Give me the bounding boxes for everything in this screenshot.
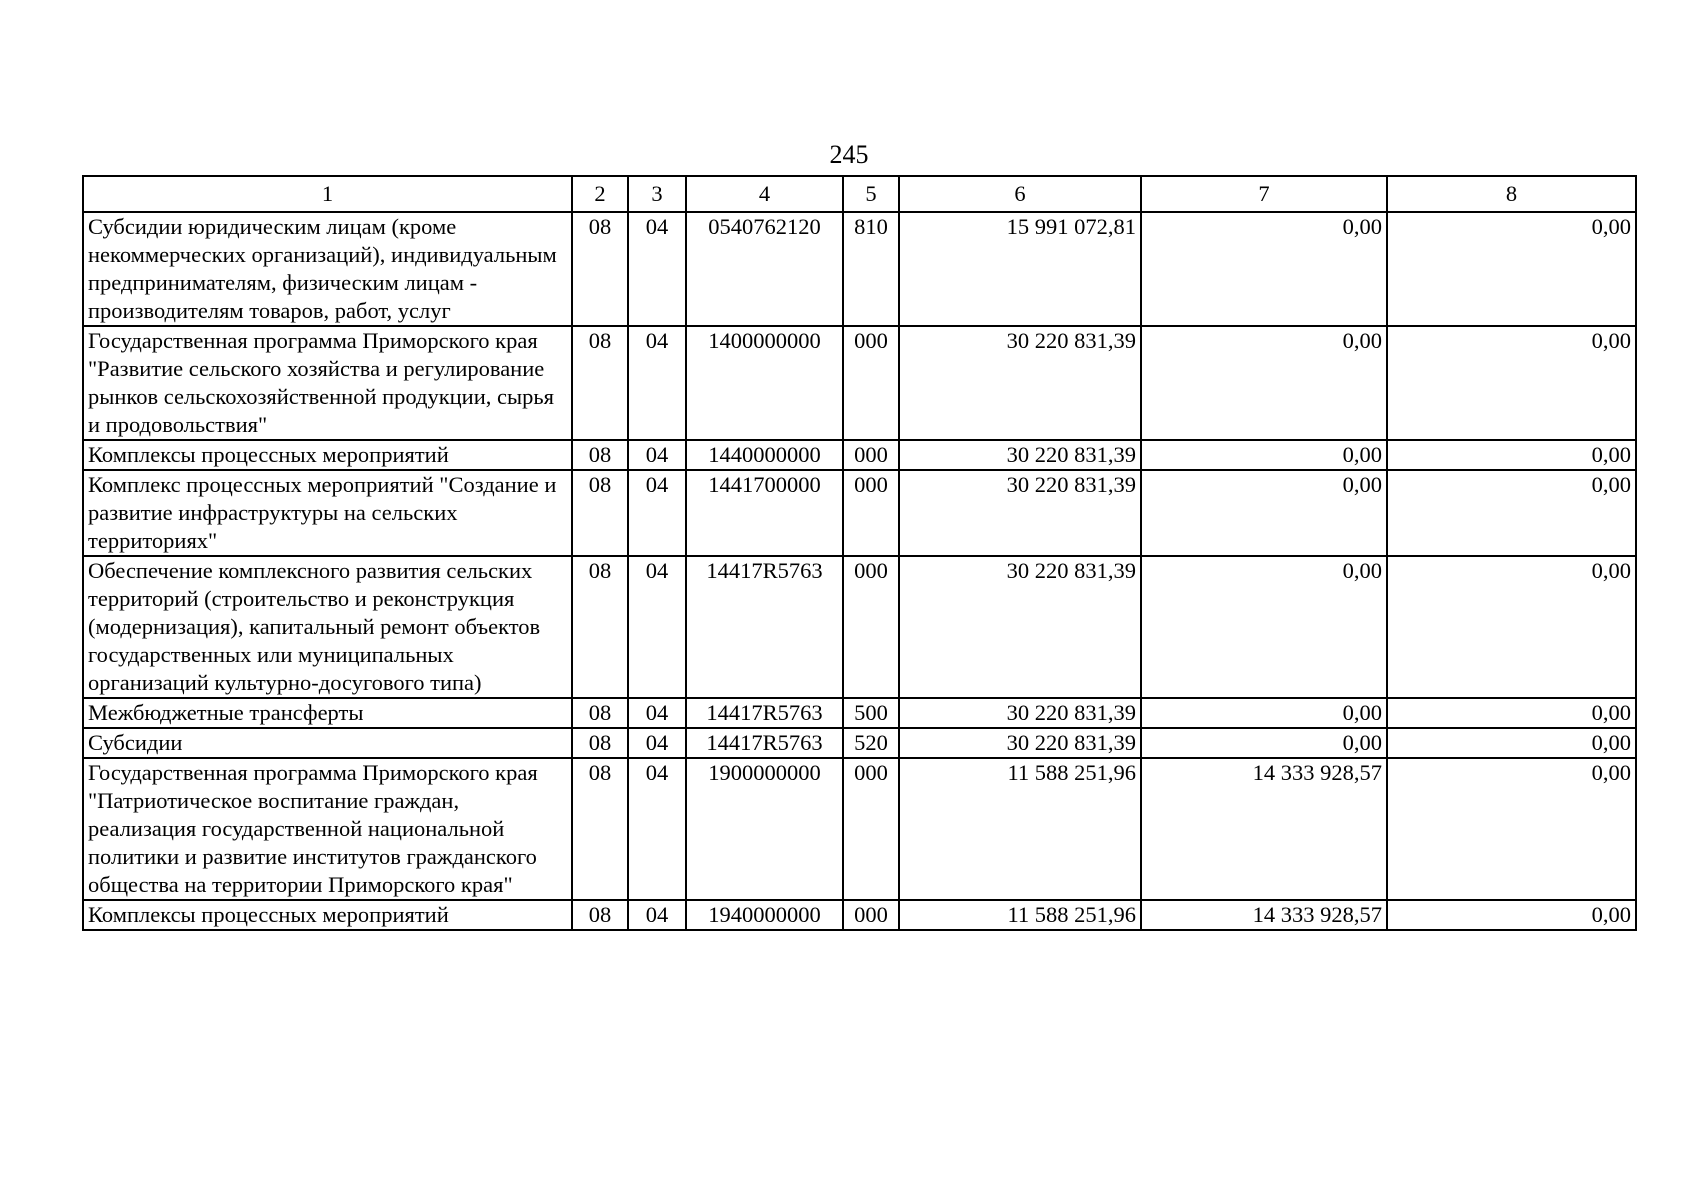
row-target-code: 14417R5763	[686, 698, 843, 728]
row-name: Субсидии	[83, 728, 572, 758]
row-expense-type: 000	[843, 556, 899, 698]
row-amount-6: 30 220 831,39	[899, 728, 1141, 758]
table-row	[83, 326, 1636, 440]
column-header-2: 2	[572, 176, 628, 212]
row-target-code: 1940000000	[686, 900, 843, 930]
row-amount-7: 0,00	[1141, 212, 1387, 326]
row-section: 08	[572, 212, 628, 326]
row-expense-type: 000	[843, 470, 899, 556]
row-amount-8: 0,00	[1387, 470, 1636, 556]
row-subsection: 04	[628, 758, 686, 900]
row-amount-8: 0,00	[1387, 900, 1636, 930]
row-amount-7: 14 333 928,57	[1141, 758, 1387, 900]
table-row	[83, 440, 1636, 470]
row-section: 08	[572, 326, 628, 440]
row-amount-8: 0,00	[1387, 556, 1636, 698]
row-amount-6: 30 220 831,39	[899, 698, 1141, 728]
row-expense-type: 500	[843, 698, 899, 728]
row-amount-7: 0,00	[1141, 326, 1387, 440]
column-header-1: 1	[83, 176, 572, 212]
row-target-code: 1900000000	[686, 758, 843, 900]
row-name: Комплексы процессных мероприятий	[83, 440, 572, 470]
row-section: 08	[572, 440, 628, 470]
row-amount-7: 0,00	[1141, 470, 1387, 556]
table-row	[83, 728, 1636, 758]
row-expense-type: 000	[843, 440, 899, 470]
table-row	[83, 470, 1636, 556]
row-amount-7: 14 333 928,57	[1141, 900, 1387, 930]
row-target-code: 14417R5763	[686, 556, 843, 698]
row-target-code: 0540762120	[686, 212, 843, 326]
row-amount-6: 30 220 831,39	[899, 440, 1141, 470]
column-header-4: 4	[686, 176, 843, 212]
column-header-3: 3	[628, 176, 686, 212]
table-row	[83, 212, 1636, 326]
row-name: Межбюджетные трансферты	[83, 698, 572, 728]
row-amount-8: 0,00	[1387, 212, 1636, 326]
row-amount-6: 30 220 831,39	[899, 470, 1141, 556]
table-row	[83, 900, 1636, 930]
row-subsection: 04	[628, 326, 686, 440]
row-target-code: 1441700000	[686, 470, 843, 556]
row-amount-6: 11 588 251,96	[899, 758, 1141, 900]
column-header-8: 8	[1387, 176, 1636, 212]
row-amount-6: 15 991 072,81	[899, 212, 1141, 326]
page-number: 245	[829, 140, 869, 169]
row-name: Обеспечение комплексного развития сельских территорий (строительство и реконструкция (модернизация), капитальный ремонт объектов государственных или муниципальных организаций культурно-досугового типа)	[83, 556, 572, 698]
row-name: Государственная программа Приморского края "Развитие сельского хозяйства и регулирование рынков сельскохозяйственной продукции, сырья и продовольствия"	[83, 326, 572, 440]
row-amount-8: 0,00	[1387, 440, 1636, 470]
row-subsection: 04	[628, 698, 686, 728]
column-header-5: 5	[843, 176, 899, 212]
row-expense-type: 810	[843, 212, 899, 326]
row-amount-8: 0,00	[1387, 698, 1636, 728]
row-target-code: 14417R5763	[686, 728, 843, 758]
row-amount-8: 0,00	[1387, 326, 1636, 440]
row-amount-8: 0,00	[1387, 728, 1636, 758]
row-name: Субсидии юридическим лицам (кроме некоммерческих организаций), индивидуальным предпринимателям, физическим лицам - производителям товаров, работ, услуг	[83, 212, 572, 326]
row-section: 08	[572, 470, 628, 556]
row-subsection: 04	[628, 900, 686, 930]
row-section: 08	[572, 698, 628, 728]
row-subsection: 04	[628, 728, 686, 758]
row-amount-7: 0,00	[1141, 556, 1387, 698]
row-name: Комплексы процессных мероприятий	[83, 900, 572, 930]
row-section: 08	[572, 556, 628, 698]
row-expense-type: 000	[843, 900, 899, 930]
header-row	[83, 176, 1636, 212]
column-header-6: 6	[899, 176, 1141, 212]
row-name: Государственная программа Приморского края "Патриотическое воспитание граждан, реализация государственной национальной политики и развитие институтов гражданского общества на территории Приморского края"	[83, 758, 572, 900]
row-target-code: 1400000000	[686, 326, 843, 440]
row-expense-type: 520	[843, 728, 899, 758]
row-name: Комплекс процессных мероприятий "Создание и развитие инфраструктуры на сельских территориях"	[83, 470, 572, 556]
row-amount-6: 30 220 831,39	[899, 326, 1141, 440]
row-expense-type: 000	[843, 326, 899, 440]
row-section: 08	[572, 758, 628, 900]
row-section: 08	[572, 900, 628, 930]
column-header-7: 7	[1141, 176, 1387, 212]
row-amount-7: 0,00	[1141, 698, 1387, 728]
row-subsection: 04	[628, 440, 686, 470]
row-subsection: 04	[628, 470, 686, 556]
row-target-code: 1440000000	[686, 440, 843, 470]
row-subsection: 04	[628, 556, 686, 698]
row-amount-6: 30 220 831,39	[899, 556, 1141, 698]
row-subsection: 04	[628, 212, 686, 326]
row-amount-7: 0,00	[1141, 728, 1387, 758]
table-row	[83, 758, 1636, 900]
table-row	[83, 556, 1636, 698]
row-section: 08	[572, 728, 628, 758]
row-amount-8: 0,00	[1387, 758, 1636, 900]
row-amount-6: 11 588 251,96	[899, 900, 1141, 930]
table-row	[83, 698, 1636, 728]
row-expense-type: 000	[843, 758, 899, 900]
budget-table	[82, 175, 1637, 931]
row-amount-7: 0,00	[1141, 440, 1387, 470]
